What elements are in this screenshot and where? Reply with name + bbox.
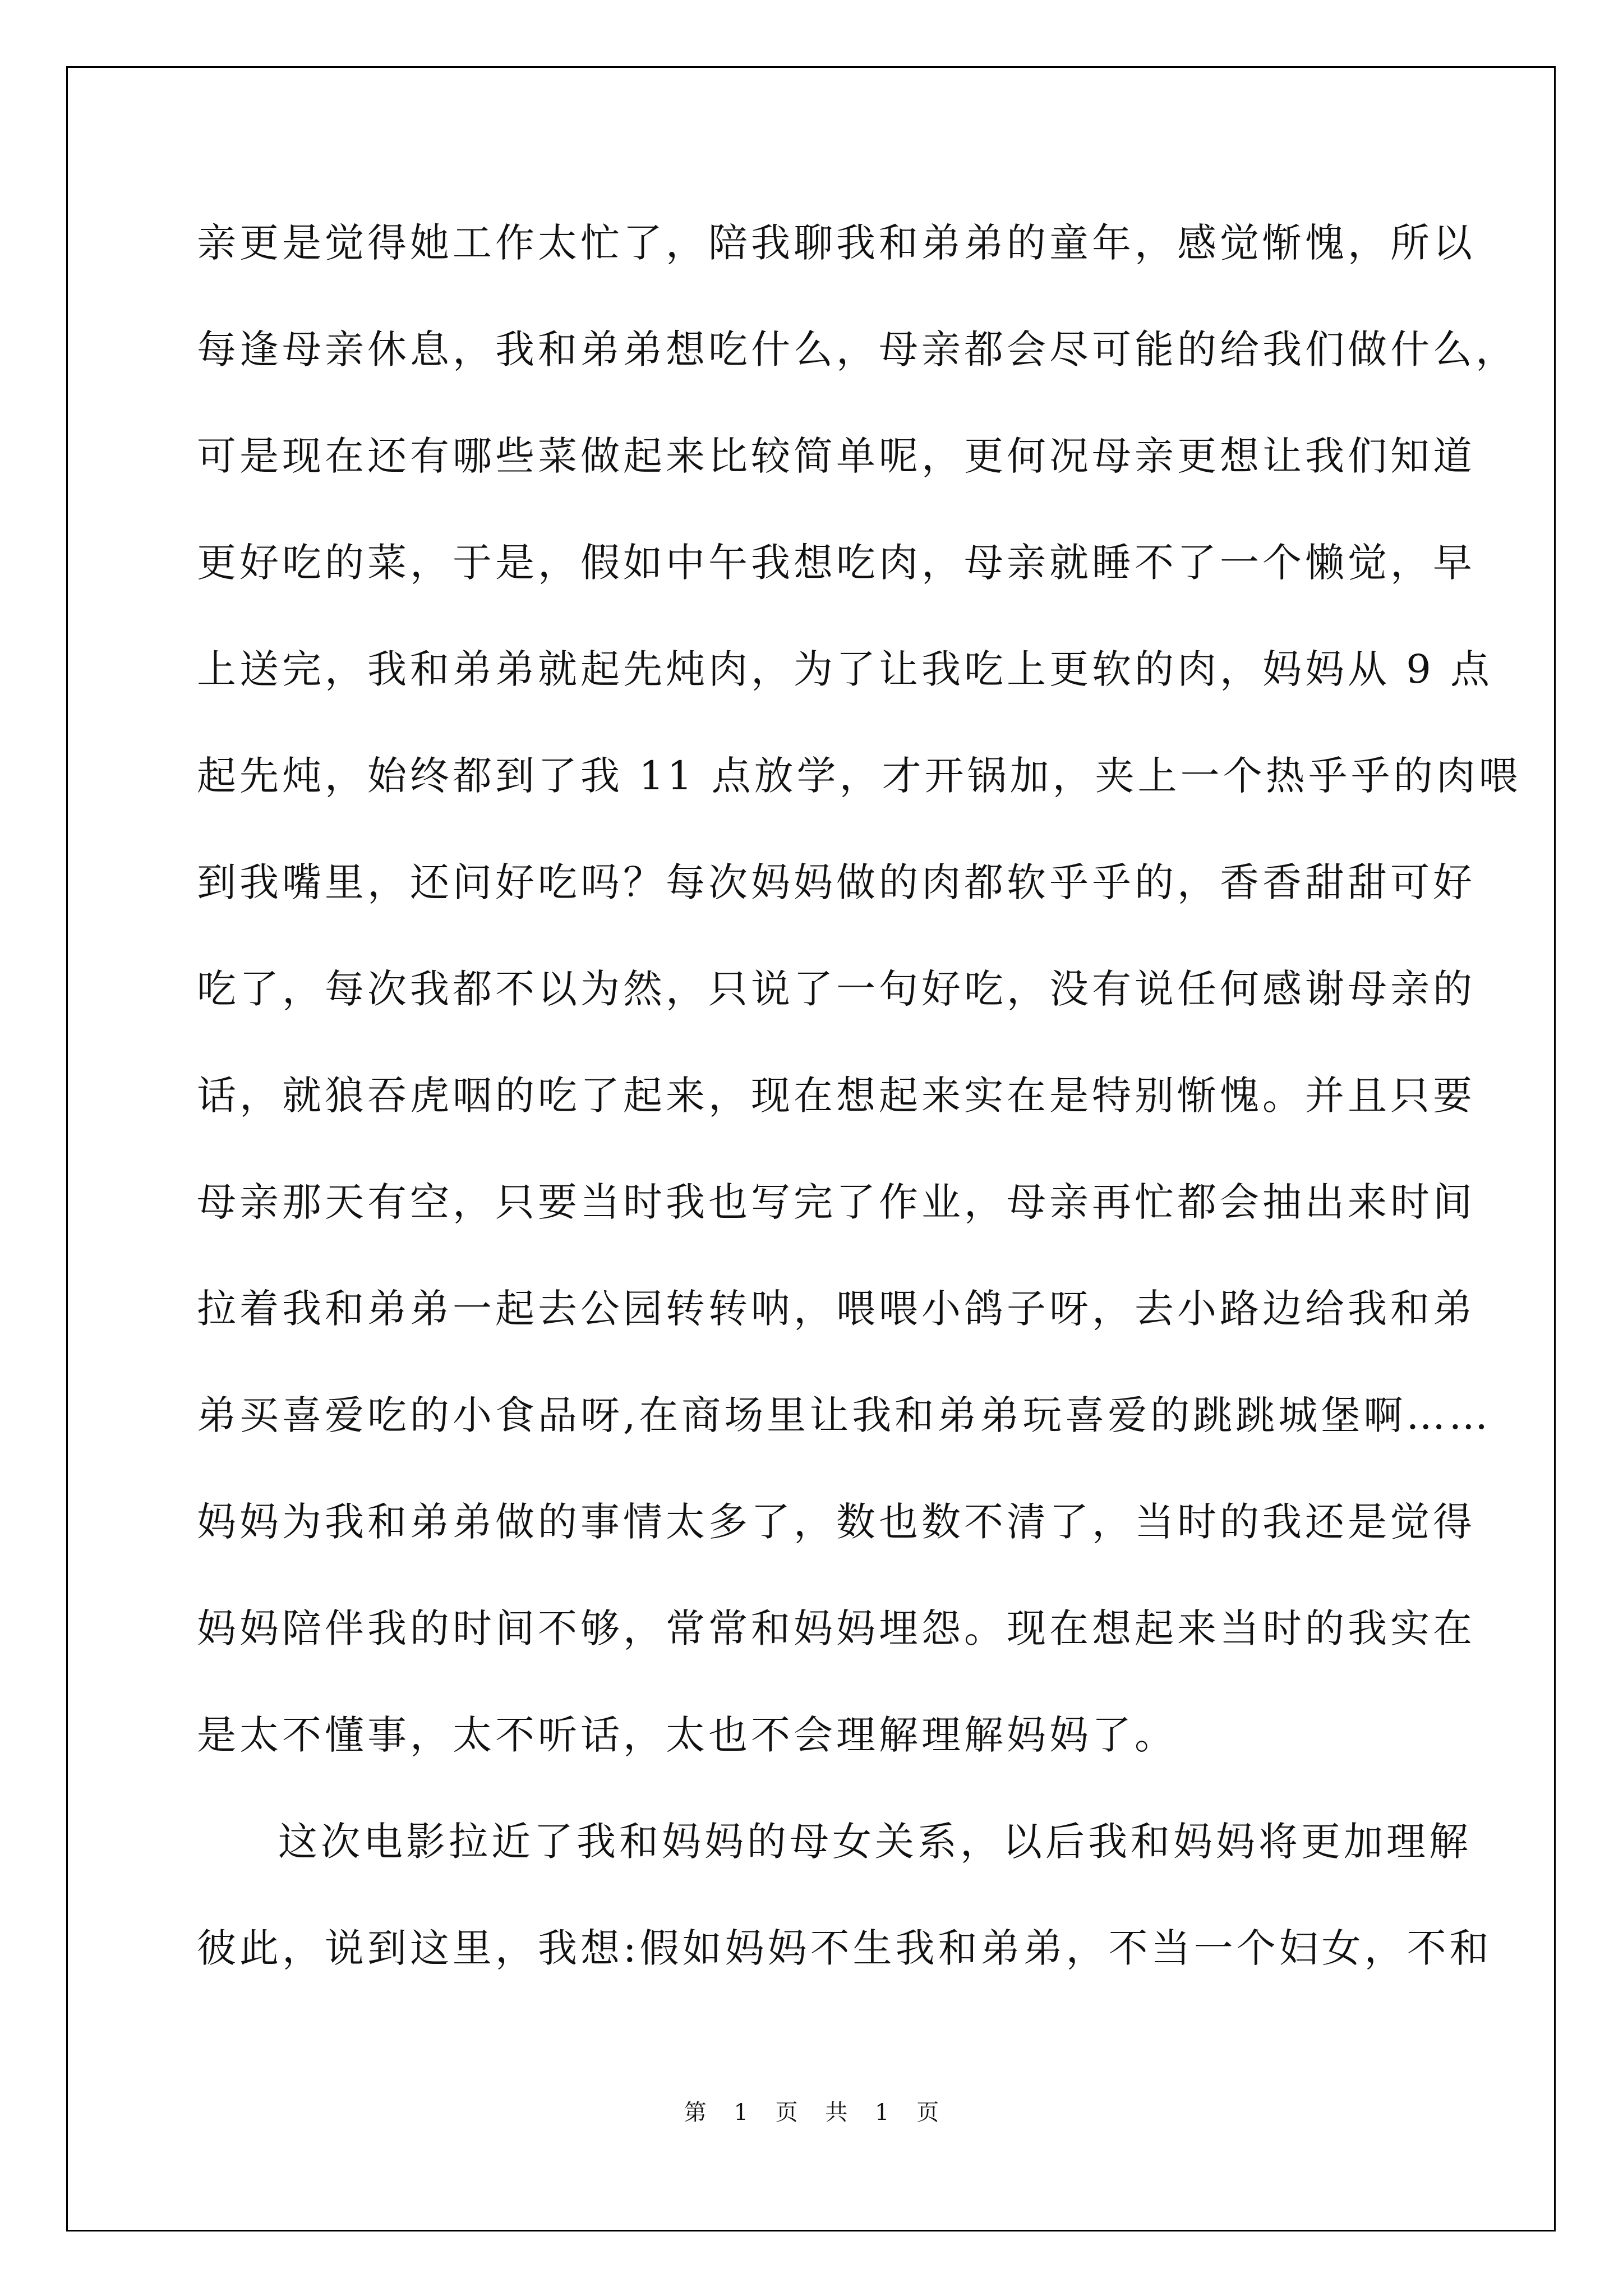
paragraph-first-line: 这次电影拉近了我和妈妈的母女关系，以后我和妈妈将更加理解 (278, 1819, 1472, 1865)
page-number: 第 1 页 共 1 页 (684, 2100, 939, 2125)
text-line: 到我嘴里，还问好吃吗？每次妈妈做的肉都软乎乎的，香香甜甜可好 (197, 859, 1476, 905)
text-line: 可是现在还有哪些菜做起来比较简单呢，更何况母亲更想让我们知道 (197, 433, 1476, 479)
text-line: 吃了，每次我都不以为然，只说了一句好吃，没有说任何感谢母亲的 (197, 966, 1476, 1012)
text-line: 亲更是觉得她工作太忙了，陪我聊我和弟弟的童年，感觉惭愧，所以 (197, 220, 1476, 266)
text-line: 弟买喜爱吃的小食品呀,在商场里让我和弟弟玩喜爱的跳跳城堡啊…… (197, 1392, 1492, 1438)
text-line: 是太不懂事，太不听话，太也不会理解理解妈妈了。 (197, 1712, 1177, 1758)
text-line: 妈妈为我和弟弟做的事情太多了，数也数不清了，当时的我还是觉得 (197, 1499, 1476, 1545)
text-line: 更好吃的菜，于是，假如中午我想吃肉，母亲就睡不了一个懒觉，早 (197, 540, 1476, 586)
text-line: 起先炖，始终都到了我 11 点放学，才开锅加，夹上一个热乎乎的肉喂 (197, 753, 1521, 799)
text-line: 彼此，说到这里，我想:假如妈妈不生我和弟弟，不当一个妇女，不和 (197, 1925, 1492, 1971)
text-line: 母亲那天有空，只要当时我也写完了作业，母亲再忙都会抽出来时间 (197, 1179, 1476, 1225)
text-line: 话，就狼吞虎咽的吃了起来，现在想起来实在是特别惭愧。并且只要 (197, 1073, 1476, 1119)
text-line: 上送完，我和弟弟就起先炖肉，为了让我吃上更软的肉，妈妈从 9 点 (197, 646, 1493, 692)
text-line: 拉着我和弟弟一起去公园转转呐，喂喂小鸽子呀，去小路边给我和弟 (197, 1286, 1476, 1332)
text-line: 妈妈陪伴我的时间不够，常常和妈妈埋怨。现在想起来当时的我实在 (197, 1605, 1476, 1651)
text-line: 每逢母亲休息，我和弟弟想吃什么，母亲都会尽可能的给我们做什么， (197, 326, 1518, 372)
page-border (66, 66, 1556, 2231)
